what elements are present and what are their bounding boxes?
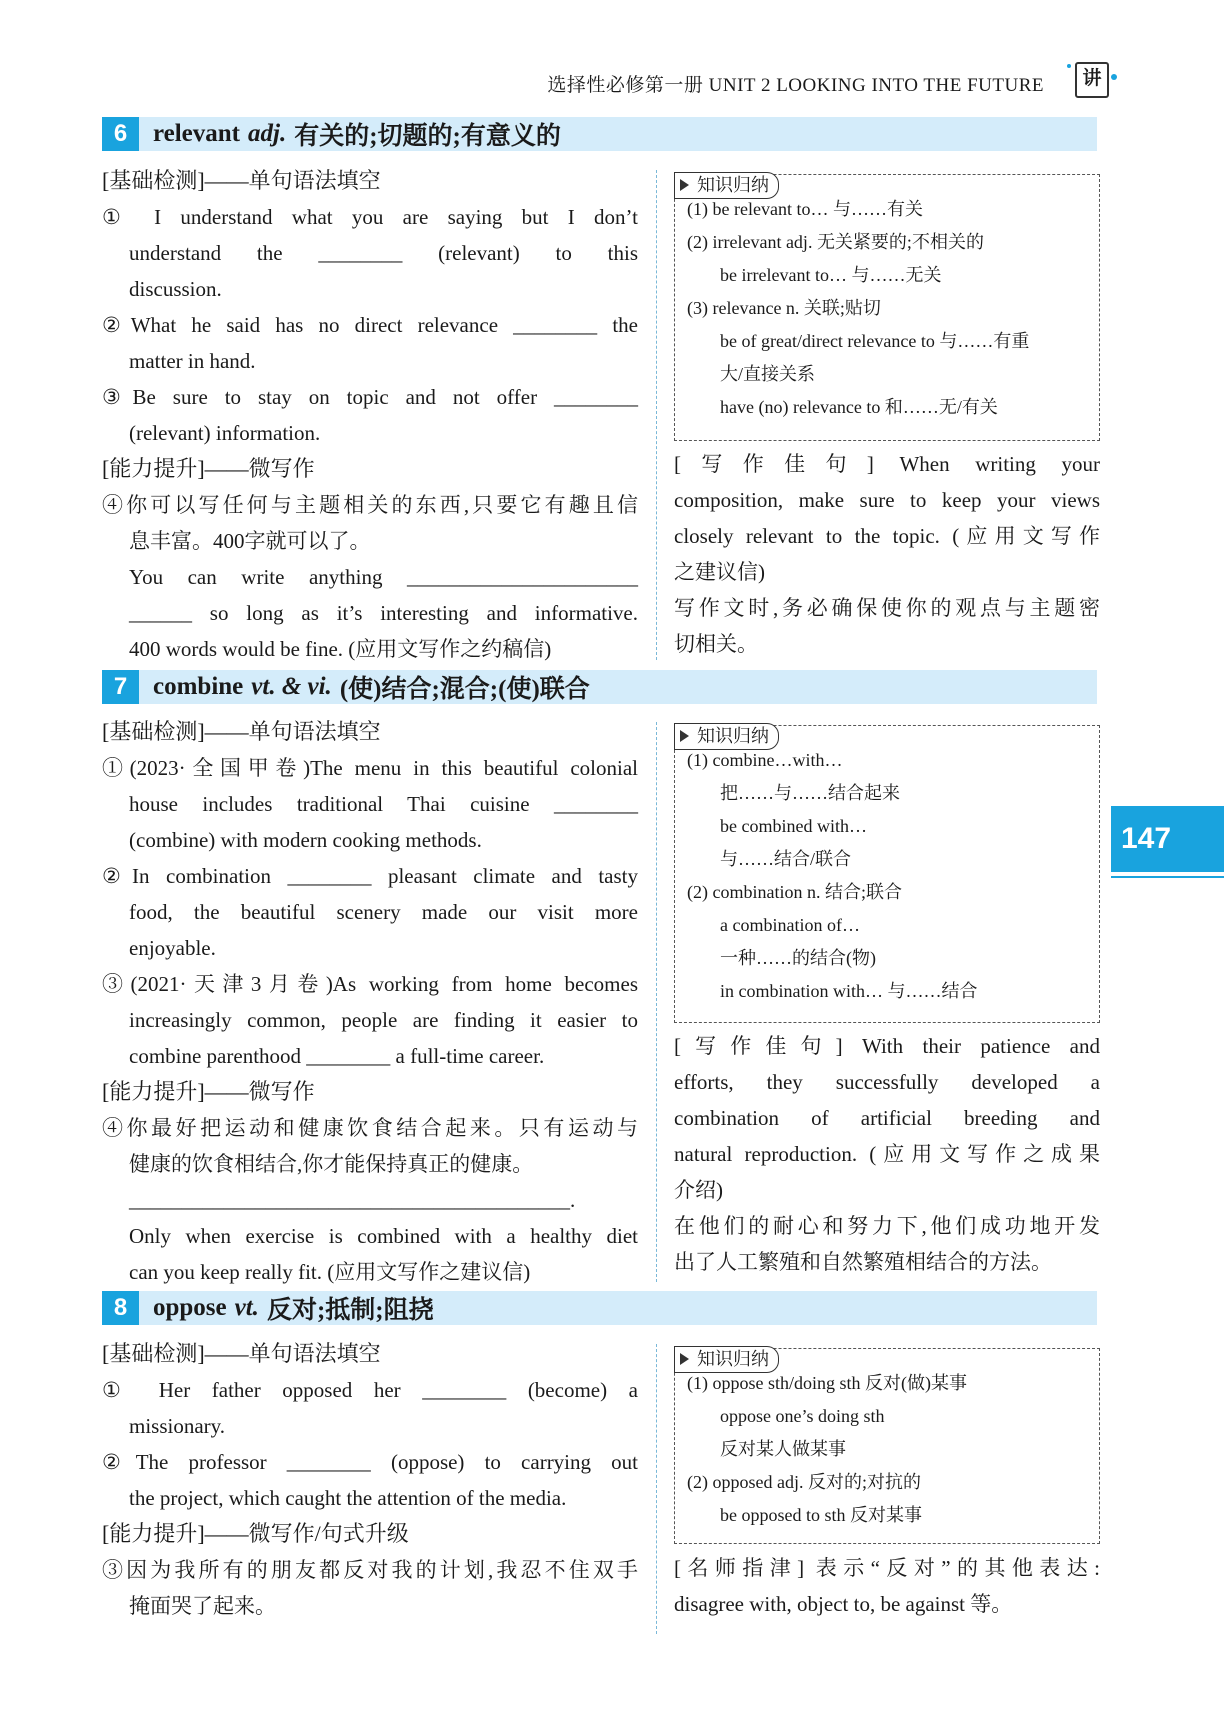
knowledge-line: (3) relevance n. 关联;贴切: [687, 298, 881, 318]
exercise-line: enjoyable.: [129, 936, 216, 960]
entry-word: relevant: [153, 120, 241, 147]
running-header: 选择性必修第一册 UNIT 2 LOOKING INTO THE FUTURE: [547, 75, 1044, 96]
sentence-line: closely relevant to the topic. (应用文写作: [674, 524, 1100, 548]
sentence-line: 切相关。: [674, 632, 758, 656]
knowledge-line: (1) combine…with…: [687, 750, 843, 770]
knowledge-line: be of great/direct relevance to 与……有重: [720, 331, 1030, 351]
exercise-line: ④你可以写任何与主题相关的东西,只要它有趣且信: [102, 493, 638, 517]
exercise-line: ① I understand what you are saying but I don’t: [102, 205, 638, 229]
exercise-line: ______ so long as it’s interesting and informative.: [129, 601, 638, 625]
exercise-line: combine parenthood ________ a full-time career.: [129, 1044, 545, 1068]
sentence-line: combination of artificial breeding and: [674, 1106, 1100, 1130]
knowledge-line: be opposed to sth 反对某事: [720, 1505, 922, 1525]
exercise-line: ②In combination ________ pleasant climate and tasty: [102, 864, 638, 888]
exercise-line: 400 words would be fine. (应用文写作之约稿信): [129, 637, 552, 661]
exercise-line: food, the beautiful scenery made our visit more: [129, 900, 638, 924]
sentence-line: disagree with, object to, be against 等。: [674, 1592, 1013, 1616]
exercise-line: [能力提升]——微写作/句式升级: [102, 1521, 409, 1546]
entry-header-6: [102, 117, 1097, 151]
knowledge-line: be irrelevant to… 与……无关: [720, 265, 942, 285]
entry-pos: vt. & vi.: [251, 673, 332, 700]
column-divider: [656, 170, 657, 660]
exercise-line: ②The professor ________ (oppose) to carrying out: [102, 1450, 638, 1474]
entry-pos: vt.: [234, 1294, 259, 1321]
exercise-line: 健康的饮食相结合,你才能保持真正的健康。: [129, 1152, 534, 1176]
knowledge-box-6: [674, 174, 1100, 441]
entry-number: 8: [102, 1291, 139, 1325]
writing-sentence-6: [674, 446, 1100, 662]
knowledge-line: a combination of…: [720, 915, 860, 935]
knowledge-line: 大/直接关系: [720, 364, 816, 384]
exercise-line: You can write anything ______________________: [129, 565, 638, 589]
knowledge-line: (2) opposed adj. 反对的;对抗的: [687, 1472, 921, 1492]
exercise-line: understand the ________ (relevant) to this: [129, 241, 638, 265]
exercise-line: ①(2023·全国甲卷)The menu in this beautiful colonial: [102, 756, 638, 780]
entry-meaning: 反对;抵制;阻挠: [266, 1297, 434, 1324]
header-dot: [1111, 74, 1117, 80]
knowledge-line: (1) be relevant to… 与……有关: [687, 199, 923, 219]
sentence-line: [写作佳句] When writing your: [674, 452, 1100, 476]
sentence-line: efforts, they successfully developed a: [674, 1070, 1100, 1094]
column-divider: [656, 1344, 657, 1634]
exercise-line: discussion.: [129, 277, 222, 301]
sentence-line: 在他们的耐心和努力下,他们成功地开发: [674, 1214, 1100, 1238]
entry-number: 6: [102, 117, 139, 151]
exercise-line: 息丰富。400字就可以了。: [129, 529, 371, 553]
exercise-line: [基础检测]——单句语法填空: [102, 719, 381, 744]
exercise-line: [能力提升]——微写作: [102, 1079, 315, 1104]
knowledge-line: in combination with… 与……结合: [720, 981, 978, 1001]
sentence-line: 介绍): [674, 1178, 723, 1202]
exercise-line: 掩面哭了起来。: [129, 1594, 276, 1618]
page-tab-underline: [1111, 876, 1224, 878]
sentence-line: natural reproduction. (应用文写作之成果: [674, 1142, 1100, 1166]
knowledge-tag: 知识归纳: [674, 723, 779, 750]
writing-sentence-8: [674, 1550, 1100, 1622]
knowledge-line: (2) irrelevant adj. 无关紧要的;不相关的: [687, 232, 984, 252]
exercise-line: ④你最好把运动和健康饮食结合起来。只有运动与: [102, 1116, 638, 1140]
page-number: 147: [1111, 806, 1224, 872]
knowledge-line: oppose one’s doing sth: [720, 1406, 885, 1426]
knowledge-tag: 知识归纳: [674, 172, 779, 199]
header-dot: [1067, 64, 1071, 68]
exercise-column-6: [102, 163, 638, 667]
column-divider: [656, 722, 657, 1282]
entry-meaning: 有关的;切题的;有意义的: [294, 123, 561, 150]
entry-header-7: [102, 670, 1097, 704]
exercise-line: the project, which caught the attention of the media.: [129, 1486, 567, 1510]
exercise-line: (relevant) information.: [129, 421, 321, 445]
knowledge-box-7: [674, 725, 1100, 1023]
exercise-line: [能力提升]——微写作: [102, 456, 315, 481]
knowledge-line: 把……与……结合起来: [720, 783, 900, 803]
exercise-line: (combine) with modern cooking methods.: [129, 828, 482, 852]
exercise-line: [基础检测]——单句语法填空: [102, 168, 381, 193]
knowledge-box-8: [674, 1348, 1100, 1544]
entry-number: 7: [102, 670, 139, 704]
exercise-line: ① Her father opposed her ________ (become) a: [102, 1378, 638, 1402]
book-icon: 讲: [1075, 62, 1109, 98]
exercise-column-7: [102, 714, 638, 1290]
exercise-line: can you keep really fit. (应用文写作之建议信): [129, 1260, 531, 1284]
exercise-line: missionary.: [129, 1414, 226, 1438]
knowledge-line: be combined with…: [720, 816, 867, 836]
sentence-line: 之建议信): [674, 560, 765, 584]
sentence-line: [名师指津] 表示“反对”的其他表达:: [674, 1556, 1100, 1580]
knowledge-line: 与……结合/联合: [720, 849, 852, 869]
knowledge-line: (1) oppose sth/doing sth 反对(做)某事: [687, 1373, 967, 1393]
exercise-column-8: [102, 1336, 638, 1624]
entry-header-8: [102, 1291, 1097, 1325]
knowledge-line: (2) combination n. 结合;联合: [687, 882, 902, 902]
writing-sentence-7: [674, 1028, 1100, 1280]
sentence-line: [写作佳句] With their patience and: [674, 1034, 1100, 1058]
exercise-line: ③(2021·天津3月卷)As working from home becomes: [102, 972, 638, 996]
entry-word: combine: [153, 673, 244, 700]
exercise-line: increasingly common, people are finding it easier to: [129, 1008, 638, 1032]
exercise-line: ③Be sure to stay on topic and not offer ________: [102, 385, 638, 409]
knowledge-line: have (no) relevance to 和……无/有关: [720, 397, 998, 417]
entry-meaning: (使)结合;混合;(使)联合: [339, 676, 590, 703]
knowledge-tag: 知识归纳: [674, 1346, 779, 1373]
sentence-line: composition, make sure to keep your views: [674, 488, 1100, 512]
entry-pos: adj.: [248, 120, 287, 147]
knowledge-line: 一种……的结合(物): [720, 948, 876, 968]
exercise-line: matter in hand.: [129, 349, 256, 373]
exercise-line: ③因为我所有的朋友都反对我的计划,我忍不住双手: [102, 1558, 638, 1582]
sentence-line: 出了人工繁殖和自然繁殖相结合的方法。: [674, 1250, 1052, 1274]
knowledge-line: 反对某人做某事: [720, 1439, 846, 1459]
entry-word: oppose: [153, 1294, 227, 1321]
sentence-line: 写作文时,务必确保使你的观点与主题密: [674, 596, 1100, 620]
exercise-line: ②What he said has no direct relevance ________ the: [102, 313, 638, 337]
exercise-line: __________________________________________.: [129, 1188, 576, 1212]
exercise-line: Only when exercise is combined with a healthy diet: [129, 1224, 638, 1248]
exercise-line: house includes traditional Thai cuisine ________: [129, 792, 638, 816]
exercise-line: [基础检测]——单句语法填空: [102, 1341, 381, 1366]
